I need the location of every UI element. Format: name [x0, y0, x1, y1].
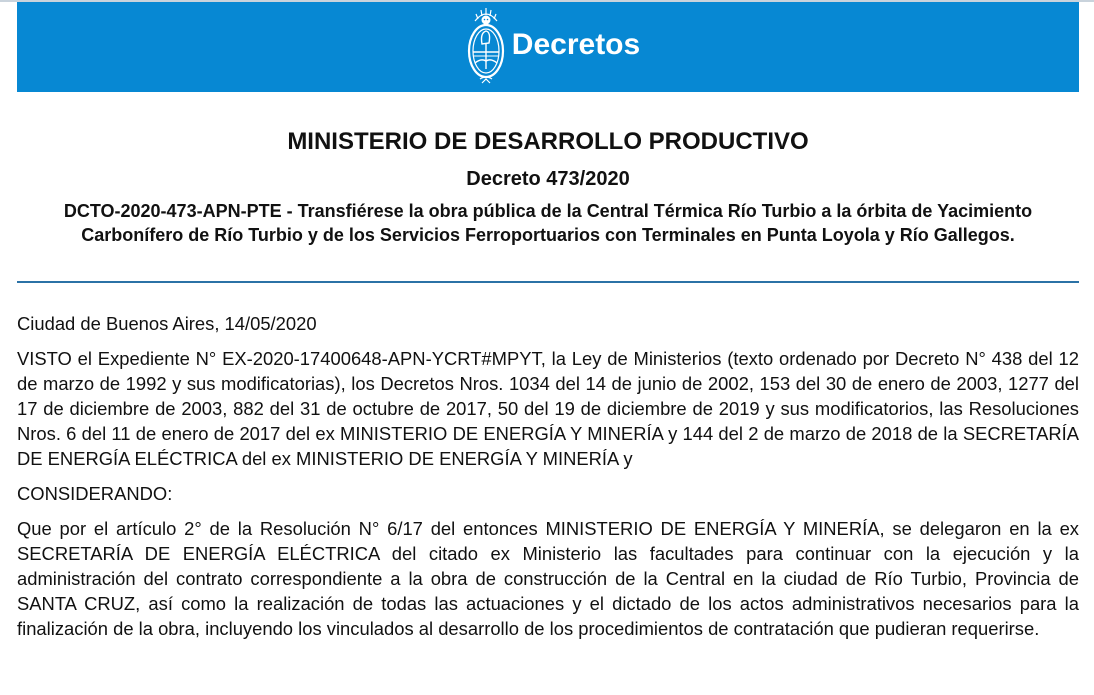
coat-of-arms-argentina-icon	[466, 5, 506, 89]
decree-summary: DCTO-2020-473-APN-PTE - Transfiérese la obra pública de la Central Térmica Río Turbio a la órbita de Yacimiento Carbonífero de Río Turbio y de los Servicios Ferroportuarios con Terminales en Punta Loyola y Río Gallegos.	[63, 201, 1033, 245]
ministry-title: MINISTERIO DE DESARROLLO PRODUCTIVO	[287, 128, 809, 155]
visto-paragraph: VISTO el Expediente N° EX-2020-17400648-APN-YCRT#MPYT, la Ley de Ministerios (texto ordenado por Decreto N° 438 del 12 de marzo de 1992 y sus modificatorias), los Decretos Nros. 1034 del 14 de junio de 2002, 153 del 30 de enero de 2003, 1277 del 17 de diciembre de 2003, 882 del 31 de octubre de 2017, 50 del 19 de diciembre de 2019 y sus modificatorios, las Resoluciones Nros. 6 del 11 de enero de 2017 del ex MINISTERIO DE ENERGÍA Y MINERÍA y 144 del 2 de marzo de 2018 de la SECRETARÍA DE ENERGÍA ELÉCTRICA del ex MINISTERIO DE ENERGÍA Y MINERÍA y	[17, 348, 1079, 469]
decree-header	[17, 124, 1079, 247]
decretos-banner	[17, 2, 1079, 92]
banner-content	[466, 5, 640, 89]
considerando-paragraph-1: Que por el artículo 2° de la Resolución N° 6/17 del entonces MINISTERIO DE ENERGÍA Y MINERÍA, se delegaron en la ex SECRETARÍA DE ENERGÍA ELÉCTRICA del citado ex Ministerio las facultades para continuar con la ejecución y la administración del contrato correspondiente a la obra de construcción de la Central en la ciudad de Río Turbio, Provincia de SANTA CRUZ, así como la realización de todas las actuaciones y el dictado de los actos administrativos necesarios para la finalización de la obra, incluyendo los vinculados al desarrollo de los procedimientos de contratación que pudieran requerirse.	[17, 518, 1079, 639]
date-line: Ciudad de Buenos Aires, 14/05/2020	[17, 313, 317, 334]
banner-title: Decretos	[511, 28, 641, 61]
decree-body	[17, 311, 1079, 651]
header-divider	[17, 281, 1079, 283]
considerando-heading: CONSIDERANDO:	[17, 483, 173, 504]
decree-number: Decreto 473/2020	[466, 168, 630, 190]
